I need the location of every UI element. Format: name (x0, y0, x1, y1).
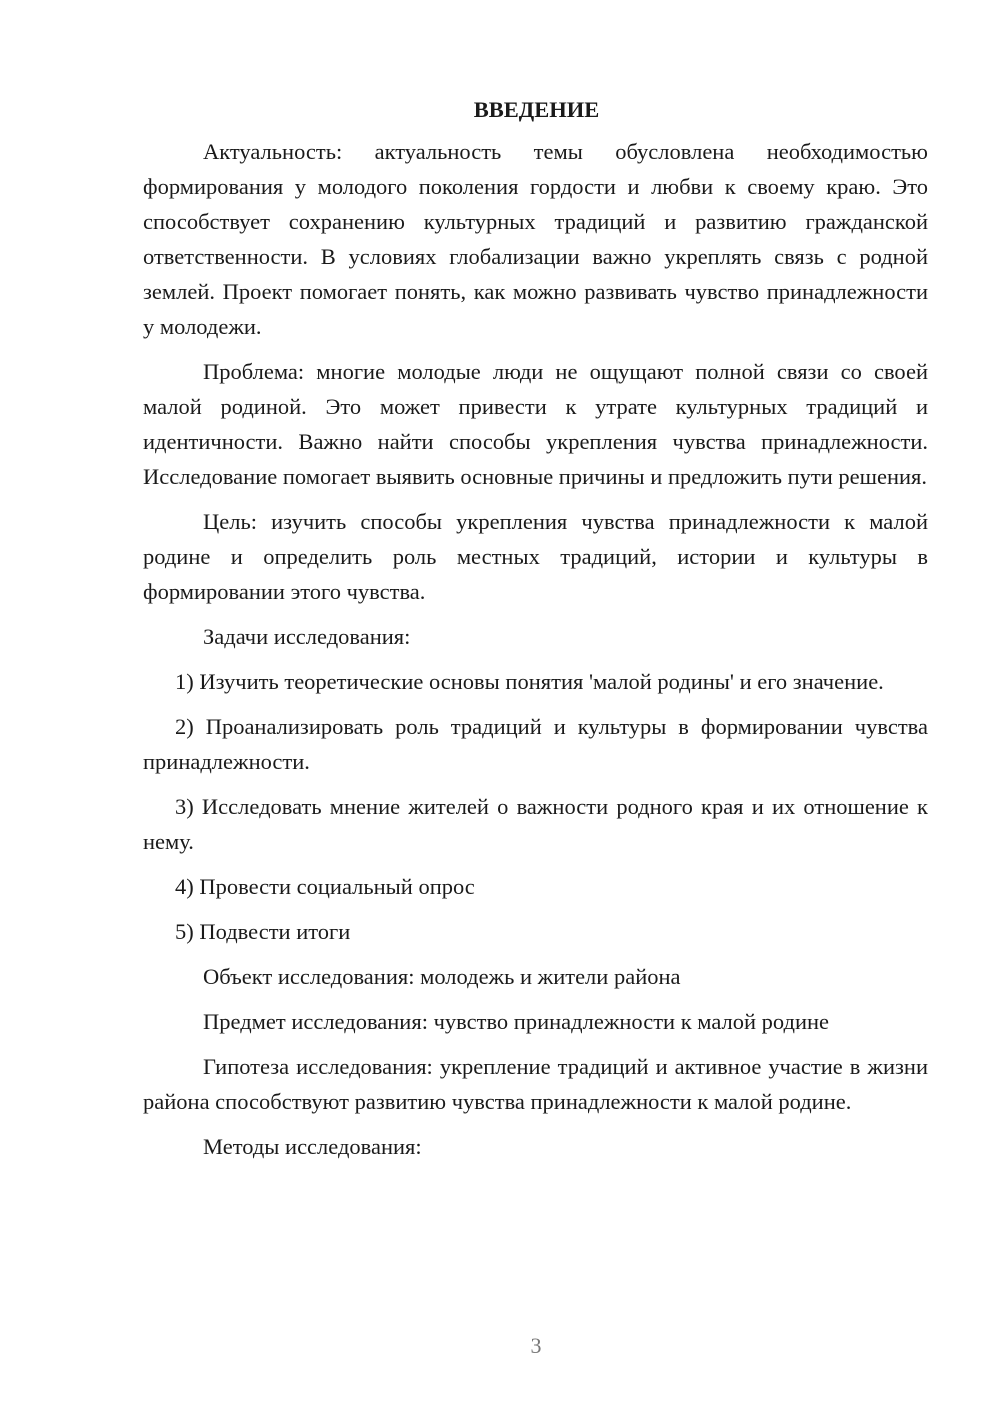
goal-paragraph: Цель: изучить способы укрепления чувства принадлежности к малой родине и определить роль местных традиций, истории и культуры в формировании этого чувства. (143, 509, 928, 604)
task-item-4: 4) Провести социальный опрос (175, 874, 475, 899)
subject-line: Предмет исследования: чувство принадлежности к малой родине (203, 1009, 830, 1034)
task-item-3: 3) Исследовать мнение жителей о важности родного края и их отношение к нему. (143, 794, 928, 854)
problem-paragraph: Проблема: многие молодые люди не ощущают полной связи со своей малой родиной. Это может привести к утрате культурных традиций и идентичности. Важно найти способы укрепления чувства принадлежности. Исследование помогает выявить основные причины и предложить пути решения. (143, 359, 928, 489)
object-line: Объект исследования: молодежь и жители района (203, 964, 681, 989)
section-title: ВВЕДЕНИЕ (473, 97, 600, 122)
hypothesis-paragraph: Гипотеза исследования: укрепление традиций и активное участие в жизни района способствуют развитию чувства принадлежности к малой родине. (143, 1054, 928, 1114)
page-content (143, 92, 928, 1174)
task-item-5: 5) Подвести итоги (175, 919, 351, 944)
page-number: 3 (530, 1333, 542, 1358)
task-item-2: 2) Проанализировать роль традиций и культуры в формировании чувства принадлежности. (143, 714, 928, 774)
task-item-1: 1) Изучить теоретические основы понятия 'малой родины' и его значение. (175, 669, 884, 694)
methods-heading: Методы исследования: (203, 1134, 422, 1159)
tasks-heading: Задачи исследования: (203, 624, 411, 649)
relevance-paragraph: Актуальность: актуальность темы обусловлена необходимостью формирования у молодого поколения гордости и любви к своему краю. Это способствует сохранению культурных традиций и развитию гражданской ответственности. В условиях глобализации важно укреплять связь с родной землей. Проект помогает понять, как можно развивать чувство принадлежности у молодежи. (143, 139, 928, 339)
